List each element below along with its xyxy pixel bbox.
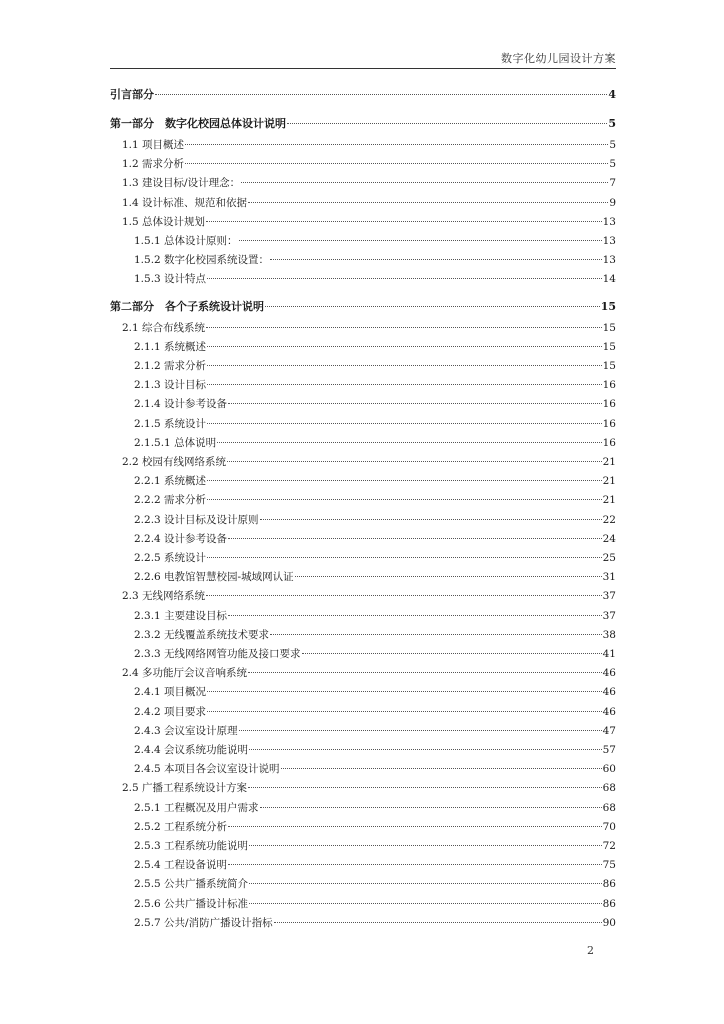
toc-entry-title: 2.5.2 工程系统分析 <box>134 820 228 833</box>
toc-entry-title: 2.5.3 工程系统功能说明 <box>134 840 249 852</box>
toc-entry-page: 46 <box>602 705 616 718</box>
toc-entry-title: 2.4.3 会议室设计原理 <box>134 724 238 737</box>
toc-dot-leader <box>207 480 602 481</box>
toc-entry-page: 16 <box>602 417 616 430</box>
toc-entry-title: 2.5.6 公共广播设计标准 <box>134 897 249 910</box>
toc-entry-title: 2.5.7 公共/消防广播设计指标 <box>134 916 273 929</box>
toc-entry-page: 86 <box>602 878 616 891</box>
toc-entry-title: 2.1.3 设计目标 <box>134 379 207 392</box>
toc-entry-title: 1.5.2 数字化校园系统设置： <box>134 254 270 267</box>
toc-entry[interactable] <box>110 876 616 892</box>
toc-entry-title: 2.4.5 本项目各会议室设计说明 <box>134 763 280 776</box>
toc-entry-title: 2.2.4 设计参考设备 <box>134 532 228 545</box>
toc-entry[interactable] <box>110 339 616 355</box>
toc-entry-page: 5 <box>608 117 616 130</box>
toc-entry[interactable] <box>110 512 616 528</box>
toc-entry[interactable] <box>110 646 616 662</box>
toc-dot-leader <box>207 499 602 500</box>
running-header <box>110 50 616 69</box>
toc-entry-page: 46 <box>602 686 616 699</box>
toc-entry-title: 1.3 建设目标/设计理念： <box>122 177 241 190</box>
toc-dot-leader <box>295 576 602 577</box>
toc-entry[interactable] <box>110 819 616 835</box>
toc-entry-title: 2.4.1 项目概况 <box>134 686 207 699</box>
toc-entry[interactable] <box>110 377 616 393</box>
toc-entry-title: 2.5.1 工程概况及用户需求 <box>134 801 259 814</box>
toc-dot-leader <box>249 883 602 884</box>
toc-entry-title: 2.4.2 项目要求 <box>134 705 207 718</box>
toc-part-entry[interactable] <box>110 116 616 132</box>
toc-entry-title: 2.2 校园有线网络系统 <box>122 456 227 468</box>
toc-dot-leader <box>270 259 602 260</box>
toc-dot-leader <box>249 903 602 904</box>
toc-entry-title: 2.5.4 工程设备说明 <box>134 859 228 872</box>
toc-entry[interactable] <box>110 435 616 451</box>
toc-entry-page: 86 <box>602 897 616 910</box>
toc-entry[interactable] <box>110 492 616 508</box>
toc-dot-leader <box>281 768 602 769</box>
toc-entry-page: 13 <box>602 235 616 247</box>
toc-dot-leader <box>265 306 600 307</box>
toc-entry-title: 第一部分 数字化校园总体设计说明 <box>110 117 286 130</box>
toc-dot-leader <box>228 826 602 827</box>
toc-entry-title: 2.2.6 电教馆智慧校园-城域网认证 <box>134 571 294 584</box>
toc-entry-title: 2.1.1 系统概述 <box>134 340 207 353</box>
toc-dot-leader <box>241 182 608 183</box>
toc-entry-title: 2.5.5 公共广播系统简介 <box>134 878 249 891</box>
toc-entry-title: 2.4.4 会议系统功能说明 <box>134 744 249 756</box>
toc-entry[interactable] <box>110 780 616 796</box>
toc-entry-title: 2.3 无线网络系统 <box>122 590 206 603</box>
toc-entry-title: 2.2.2 需求分析 <box>134 494 207 507</box>
toc-dot-leader <box>260 807 602 808</box>
toc-dot-leader <box>249 845 602 846</box>
toc-entry-page: 21 <box>602 494 616 507</box>
toc-entry-page: 5 <box>609 158 616 171</box>
toc-dot-leader <box>206 595 602 596</box>
toc-dot-leader <box>207 346 602 347</box>
toc-entry-page: 13 <box>602 254 616 267</box>
toc-entry[interactable] <box>110 195 616 211</box>
toc-entry-page: 9 <box>609 196 616 209</box>
toc-entry-page: 15 <box>600 299 616 313</box>
toc-dot-leader <box>248 672 602 673</box>
toc-entry-page: 57 <box>602 744 616 756</box>
toc-entry-page: 16 <box>602 398 616 411</box>
toc-dot-leader <box>228 864 602 865</box>
toc-dot-leader <box>206 221 602 222</box>
toc-dot-leader <box>207 423 602 424</box>
toc-dot-leader <box>155 94 607 95</box>
toc-entry-title: 1.5.1 总体设计原则： <box>134 235 238 247</box>
toc-entry[interactable] <box>110 252 616 268</box>
toc-entry-page: 4 <box>608 88 616 101</box>
toc-entry[interactable] <box>110 915 616 931</box>
toc-entry[interactable] <box>110 627 616 643</box>
toc-dot-leader <box>228 403 602 404</box>
toc-dot-leader <box>274 922 602 923</box>
toc-entry-page: 15 <box>602 321 616 334</box>
toc-entry[interactable] <box>110 531 616 547</box>
toc-entry[interactable] <box>110 569 616 585</box>
toc-entry-title: 1.1 项目概述 <box>122 139 185 151</box>
toc-entry-title: 1.5 总体设计规划 <box>122 215 206 228</box>
toc-entry-page: 46 <box>602 667 616 680</box>
toc-entry-title: 2.4 多功能厅会议音响系统 <box>122 667 248 680</box>
toc-entry-page: 15 <box>602 340 616 353</box>
toc-entry-title: 2.3.3 无线网络网管功能及接口要求 <box>134 648 301 660</box>
toc-entry[interactable] <box>110 896 616 912</box>
toc-entry-page: 47 <box>602 724 616 737</box>
toc-dot-leader <box>217 442 602 443</box>
toc-entry[interactable] <box>110 608 616 624</box>
toc-entry[interactable] <box>110 233 616 249</box>
toc-entry-page: 25 <box>602 552 616 564</box>
toc-entry[interactable] <box>110 137 616 153</box>
toc-entry[interactable] <box>110 800 616 816</box>
toc-entry-page: 31 <box>602 571 616 584</box>
toc-entry[interactable] <box>110 684 616 700</box>
toc-entry-title: 2.1.2 需求分析 <box>134 360 207 372</box>
toc-entry-page: 21 <box>602 456 616 468</box>
toc-entry-page: 14 <box>602 273 616 286</box>
toc-entry-page: 22 <box>602 513 616 526</box>
toc-dot-leader <box>287 123 607 124</box>
toc-entry-page: 38 <box>602 628 616 641</box>
toc-entry-title: 1.2 需求分析 <box>122 158 185 171</box>
toc-entry-title: 2.1.5.1 总体说明 <box>134 436 217 449</box>
toc-entry-page: 37 <box>602 590 616 603</box>
toc-entry-title: 2.2.1 系统概述 <box>134 475 207 488</box>
toc-entry-page: 75 <box>602 859 616 872</box>
toc-dot-leader <box>207 691 602 692</box>
toc-entry[interactable] <box>110 214 616 230</box>
toc-entry-page: 24 <box>602 532 616 545</box>
toc-part-entry[interactable] <box>110 87 616 103</box>
toc-dot-leader <box>185 163 608 164</box>
toc-entry[interactable] <box>110 320 616 336</box>
toc-entry[interactable] <box>110 271 616 287</box>
toc-entry-page: 60 <box>602 763 616 776</box>
toc-dot-leader <box>185 144 608 145</box>
toc-dot-leader <box>302 653 602 654</box>
toc-entry-page: 37 <box>602 609 616 622</box>
toc-entry-page: 16 <box>602 436 616 449</box>
toc-entry[interactable] <box>110 454 616 470</box>
toc-dot-leader <box>207 557 602 558</box>
toc-entry-page: 7 <box>609 177 616 190</box>
toc-entry-page: 13 <box>602 215 616 228</box>
toc-dot-leader <box>239 730 602 731</box>
toc-entry-page: 90 <box>602 916 616 929</box>
toc-entry-title: 第二部分 各个子系统设计说明 <box>110 299 264 313</box>
toc-dot-leader <box>270 634 602 635</box>
toc-dot-leader <box>207 365 602 366</box>
toc-entry-page: 72 <box>602 840 616 852</box>
toc-dot-leader <box>206 327 602 328</box>
toc-entry-title: 2.1.4 设计参考设备 <box>134 398 228 411</box>
toc-entry[interactable] <box>110 761 616 777</box>
toc-entry-title: 2.2.5 系统设计 <box>134 552 207 564</box>
header-title: 数字化幼儿园设计方案 <box>501 52 616 65</box>
page-number: 2 <box>587 944 594 957</box>
toc-entry[interactable] <box>110 857 616 873</box>
toc-dot-leader <box>248 787 602 788</box>
toc-entry[interactable] <box>110 723 616 739</box>
toc-entry-page: 41 <box>602 648 616 660</box>
toc-part-entry[interactable] <box>110 299 616 315</box>
toc-dot-leader <box>228 538 602 539</box>
toc-dot-leader <box>260 519 602 520</box>
toc-entry-title: 引言部分 <box>110 88 154 101</box>
toc-entry-page: 15 <box>602 360 616 372</box>
toc-dot-leader <box>207 384 602 385</box>
toc-entry[interactable] <box>110 742 616 758</box>
toc-entry-page: 16 <box>602 379 616 392</box>
toc-entry[interactable] <box>110 473 616 489</box>
toc-entry[interactable] <box>110 156 616 172</box>
toc-dot-leader <box>248 202 608 203</box>
toc-entry[interactable] <box>110 665 616 681</box>
toc-entry[interactable] <box>110 396 616 412</box>
toc-entry-title: 2.3.2 无线覆盖系统技术要求 <box>134 628 270 641</box>
toc-dot-leader <box>207 278 602 279</box>
toc-entry-title: 1.5.3 设计特点 <box>134 273 207 286</box>
toc-entry-title: 1.4 设计标准、规范和依据 <box>122 196 248 209</box>
toc-entry-title: 2.2.3 设计目标及设计原则 <box>134 513 259 526</box>
toc-entry-title: 2.1 综合布线系统 <box>122 321 206 334</box>
toc-entry[interactable] <box>110 588 616 604</box>
toc-entry[interactable] <box>110 838 616 854</box>
toc-entry-page: 5 <box>609 139 616 151</box>
toc-dot-leader <box>207 711 602 712</box>
toc-entry[interactable] <box>110 550 616 566</box>
toc-entry-page: 21 <box>602 475 616 488</box>
toc-entry[interactable] <box>110 704 616 720</box>
toc-entry[interactable] <box>110 175 616 191</box>
toc-dot-leader <box>249 749 602 750</box>
toc-dot-leader <box>228 615 602 616</box>
toc-dot-leader <box>239 240 602 241</box>
toc-entry-title: 2.3.1 主要建设目标 <box>134 609 228 622</box>
toc-entry-page: 68 <box>602 801 616 814</box>
toc-entry-page: 68 <box>602 782 616 795</box>
toc-entry-title: 2.1.5 系统设计 <box>134 417 207 430</box>
toc-entry[interactable] <box>110 416 616 432</box>
toc-entry-title: 2.5 广播工程系统设计方案 <box>122 782 248 795</box>
toc-entry-page: 70 <box>602 820 616 833</box>
toc-dot-leader <box>227 461 602 462</box>
toc-entry[interactable] <box>110 358 616 374</box>
